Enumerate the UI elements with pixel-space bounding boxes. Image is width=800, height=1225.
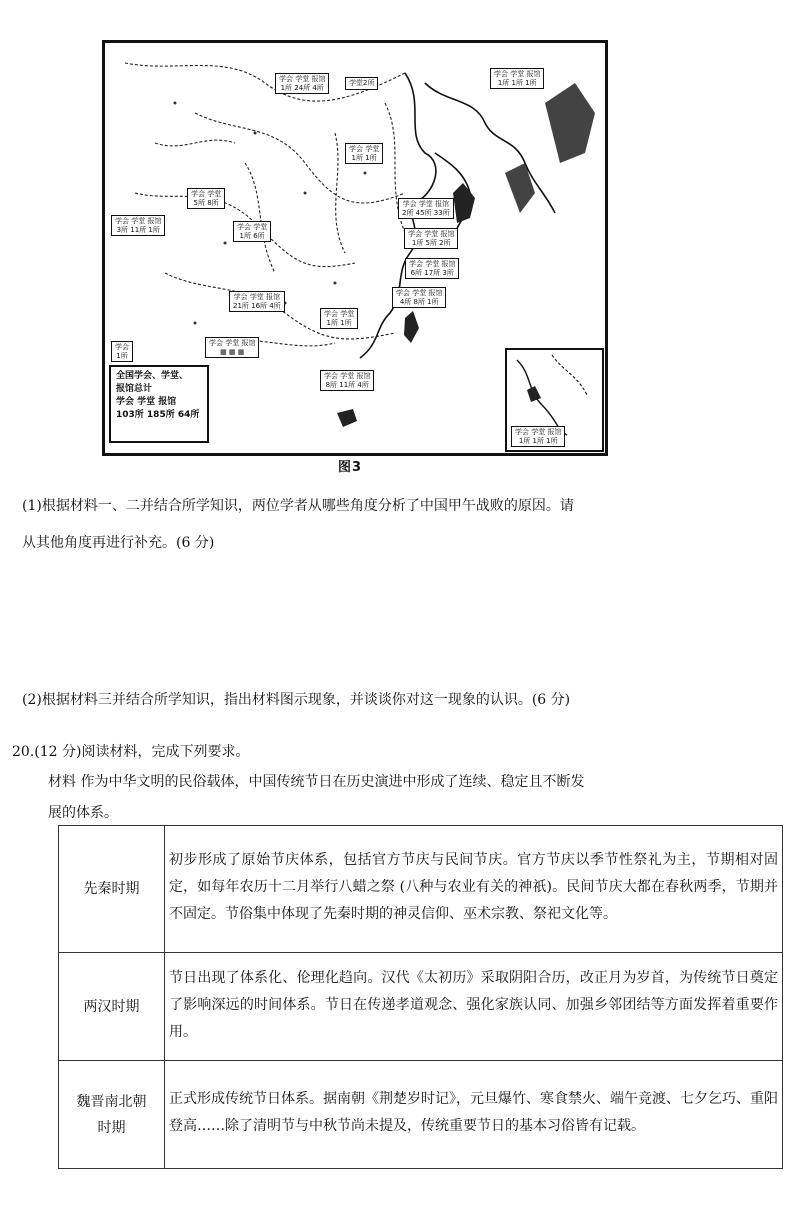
period-line2: 时期 bbox=[97, 1119, 126, 1136]
map-box-14: 学会 1所 bbox=[111, 341, 133, 362]
period-line1: 魏晋南北朝 bbox=[76, 1093, 147, 1110]
map-box-2: 学堂2所 bbox=[345, 77, 378, 90]
period-cell: 先秦时期 bbox=[59, 826, 165, 953]
map-box-6: 学会 学堂 报馆 2所 45所 33所 bbox=[398, 198, 454, 219]
material-line1: 材料 作为中华文明的民俗载体，中国传统节日在历史演进中形成了连续、稳定且不断发 bbox=[48, 774, 585, 790]
map-box-17: 学会 学堂 报馆 1所 1所 1所 bbox=[511, 426, 565, 447]
map-box-1: 学会 学堂 报馆 1所 24所 4所 bbox=[275, 73, 329, 94]
total-values: 103所 185所 64所 bbox=[116, 410, 200, 420]
map-inset bbox=[505, 348, 604, 452]
total-title-line2: 报馆总计 bbox=[116, 384, 153, 394]
map-box-3: 学会 学堂 报馆 1所 1所 1所 bbox=[490, 68, 544, 89]
question-1-line1: (1)根据材料一、二并结合所学知识，两位学者从哪些角度分析了中国甲午战败的原因。请 bbox=[22, 498, 574, 514]
map-box-10: 学会 学堂 报馆 6所 17所 3所 bbox=[405, 258, 459, 279]
map-box-11: 学会 学堂 报馆 21所 16所 4所 bbox=[229, 291, 285, 312]
material-line2: 展的体系。 bbox=[48, 805, 118, 821]
figure-caption: 图3 bbox=[338, 460, 363, 475]
map-box-5: 学会 学堂 5所 8所 bbox=[187, 188, 225, 209]
period-cell bbox=[59, 1061, 165, 1169]
question-2: (2)根据材料三并结合所学知识，指出材料图示现象，并谈谈你对这一现象的认识。(6 分) bbox=[22, 692, 571, 708]
map-box-8: 学会 学堂 1所 6所 bbox=[233, 221, 271, 242]
map-box-7: 学会 学堂 报馆 3所 11所 1所 bbox=[111, 215, 165, 236]
festival-history-table bbox=[58, 825, 783, 1169]
map-box-16: 学会 学堂 报馆 8所 11所 4所 bbox=[320, 370, 374, 391]
question-1-line2: 从其他角度再进行补充。(6 分) bbox=[22, 535, 215, 551]
map-box-13: 学会 学堂 1所 1所 bbox=[320, 308, 358, 329]
map-box-9: 学会 学堂 报馆 1所 5所 2所 bbox=[404, 228, 458, 249]
table-row bbox=[59, 826, 783, 953]
total-title-line1: 全国学会、学堂、 bbox=[116, 371, 189, 381]
total-summary-box bbox=[109, 365, 209, 443]
period-cell: 两汉时期 bbox=[59, 953, 165, 1061]
description-cell: 正式形成传统节日体系。据南朝《荆楚岁时记》，元旦爆竹、寒食禁火、端午竞渡、七夕乞巧、重阳登高……除了清明节与中秋节尚未提及，传统重要节日的基本习俗皆有记载。 bbox=[165, 1061, 783, 1169]
map-frame bbox=[102, 40, 608, 456]
question-20-heading: 20.(12 分)阅读材料，完成下列要求。 bbox=[12, 744, 250, 760]
total-header: 学会 学堂 报馆 bbox=[116, 397, 177, 407]
description-cell: 初步形成了原始节庆体系，包括官方节庆与民间节庆。官方节庆以季节性祭礼为主，节期相对固定，如每年农历十二月举行八蜡之祭 (八种与农业有关的神祇)。民间节庆大都在春秋两季，节期并不固定。节俗集中体现了先秦时期的神灵信仰、巫术宗教、祭祀文化等。 bbox=[165, 826, 783, 953]
map-box-15: 学会 学堂 报馆 ▦ ▦ ▦ bbox=[205, 337, 259, 358]
table-row bbox=[59, 953, 783, 1061]
description-cell: 节日出现了体系化、伦理化趋向。汉代《太初历》采取阴阳合历，改正月为岁首，为传统节日奠定了影响深远的时间体系。节日在传递孝道观念、强化家族认同、加强乡邻团结等方面发挥着重要作用。 bbox=[165, 953, 783, 1061]
map-figure bbox=[102, 40, 606, 454]
map-box-4: 学会 学堂 1所 1所 bbox=[345, 143, 383, 164]
map-box-12: 学会 学堂 报馆 4所 8所 1所 bbox=[392, 287, 446, 308]
table-row bbox=[59, 1061, 783, 1169]
